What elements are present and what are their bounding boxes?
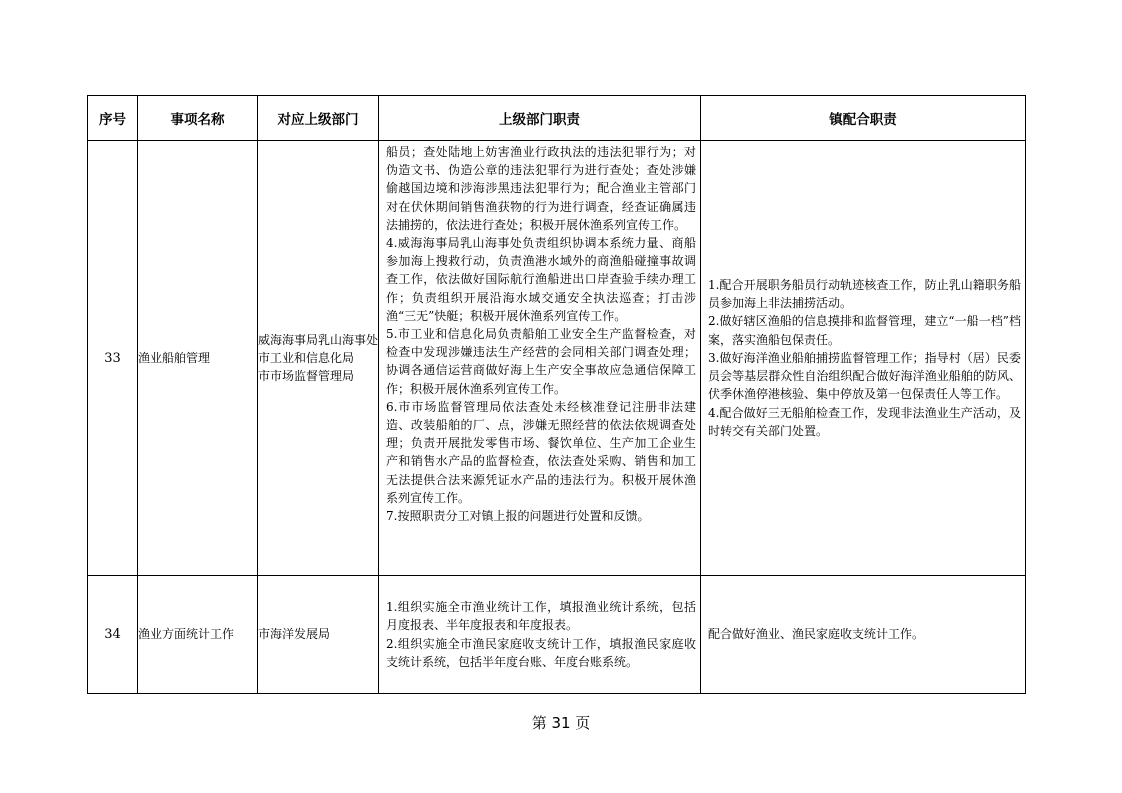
upper-duty-item: 2.组织实施全市渔民家庭收支统计工作，填报渔民家庭收支统计系统，包括半年度台账、年度台账系统。 <box>386 636 696 669</box>
header-index: 序号 <box>88 96 138 141</box>
row-dept <box>258 576 379 694</box>
row-index: 33 <box>88 141 138 576</box>
header-dept: 对应上级部门 <box>258 96 379 141</box>
page-number: 第 31 页 <box>531 714 591 732</box>
row-dept <box>258 141 379 576</box>
row-dept-text: 威海海事局乳山海事处 市工业和信息化局 市市场监督管理局 <box>258 332 379 384</box>
header-item: 事项名称 <box>138 96 258 141</box>
row-dept-text: 市海洋发展局 <box>258 627 331 642</box>
town-duty-item: 1.配合开展职务船员行动轨迹核查工作，防止乳山籍职务船员参加海上非法捕捞活动。 <box>708 278 1021 311</box>
upper-duty-item: 5.市工业和信息化局负责船舶工业安全生产监督检查，对检查中发现涉嫌违法生产经营的会同相关部门调查处理；协调各通信运营商做好海上生产安全事故应急通信保障工作；积极开展休渔系列宣传工作。 <box>386 327 696 396</box>
table-row <box>88 141 1026 576</box>
upper-duty-item: 6.市市场监督管理局依法查处未经核准登记注册非法建造、改装船舶的厂、点，涉嫌无照经营的依法依规调查处理；负责开展批发零售市场、餐饮单位、生产加工企业生产和销售水产品的监督检查，依法查处采购、销售和加工无法提供合法来源凭证水产品的违法行为。积极开展休渔系列宣传工作。 <box>386 399 696 505</box>
row-item-name: 渔业方面统计工作 <box>138 576 258 694</box>
row-upper-duty <box>379 576 701 694</box>
row-index: 34 <box>88 576 138 694</box>
town-duty-item: 2.做好辖区渔船的信息摸排和监督管理，建立“一船一档”档案，落实渔船包保责任。 <box>708 314 1021 347</box>
town-duty-item: 配合做好渔业、渔民家庭收支统计工作。 <box>708 627 925 642</box>
town-duty-item: 3.做好海洋渔业船舶捕捞监督管理工作；指导村（居）民委员会等基层群众性自治组织配合做好海洋渔业船舶的防风、伏季休渔停港核验、集中停放及第一包保责任人等工作。 <box>708 350 1021 402</box>
row-upper-duty <box>379 141 701 576</box>
row-town-duty <box>701 141 1026 576</box>
row-item-name: 渔业船舶管理 <box>138 141 258 576</box>
upper-duty-item: 1.组织实施全市渔业统计工作，填报渔业统计系统，包括月度报表、半年度报表和年度报表。 <box>386 600 696 633</box>
upper-duty-item: 7.按照职责分工对镇上报的问题进行处置和反馈。 <box>386 509 650 524</box>
duty-table <box>87 95 1026 694</box>
header-upper-duty: 上级部门职责 <box>379 96 701 141</box>
upper-duty-item: 船员；查处陆地上妨害渔业行政执法的违法犯罪行为；对伪造文书、伪造公章的违法犯罪行为进行查处；查处涉嫌偷越国边境和涉海涉黑违法犯罪行为；配合渔业主管部门对在伏休期间销售渔获物的行为进行调查，经查证确属违法捕捞的，依法进行查处；积极开展休渔系列宣传工作。 <box>386 145 696 232</box>
header-town-duty: 镇配合职责 <box>701 96 1026 141</box>
row-town-duty <box>701 576 1026 694</box>
table-row <box>88 576 1026 694</box>
table-header-row <box>88 96 1026 141</box>
upper-duty-item: 4.威海海事局乳山海事处负责组织协调本系统力量、商船参加海上搜救行动，负责渔港水域外的商渔船碰撞事故调查工作，依法做好国际航行渔船进出口岸查验手续办理工作；负责组织开展沿海水域交通安全执法巡查；打击涉渔“三无”快艇；积极开展休渔系列宣传工作。 <box>386 236 696 323</box>
town-duty-item: 4.配合做好三无船舶检查工作，发现非法渔业生产活动，及时转交有关部门处置。 <box>708 405 1021 438</box>
